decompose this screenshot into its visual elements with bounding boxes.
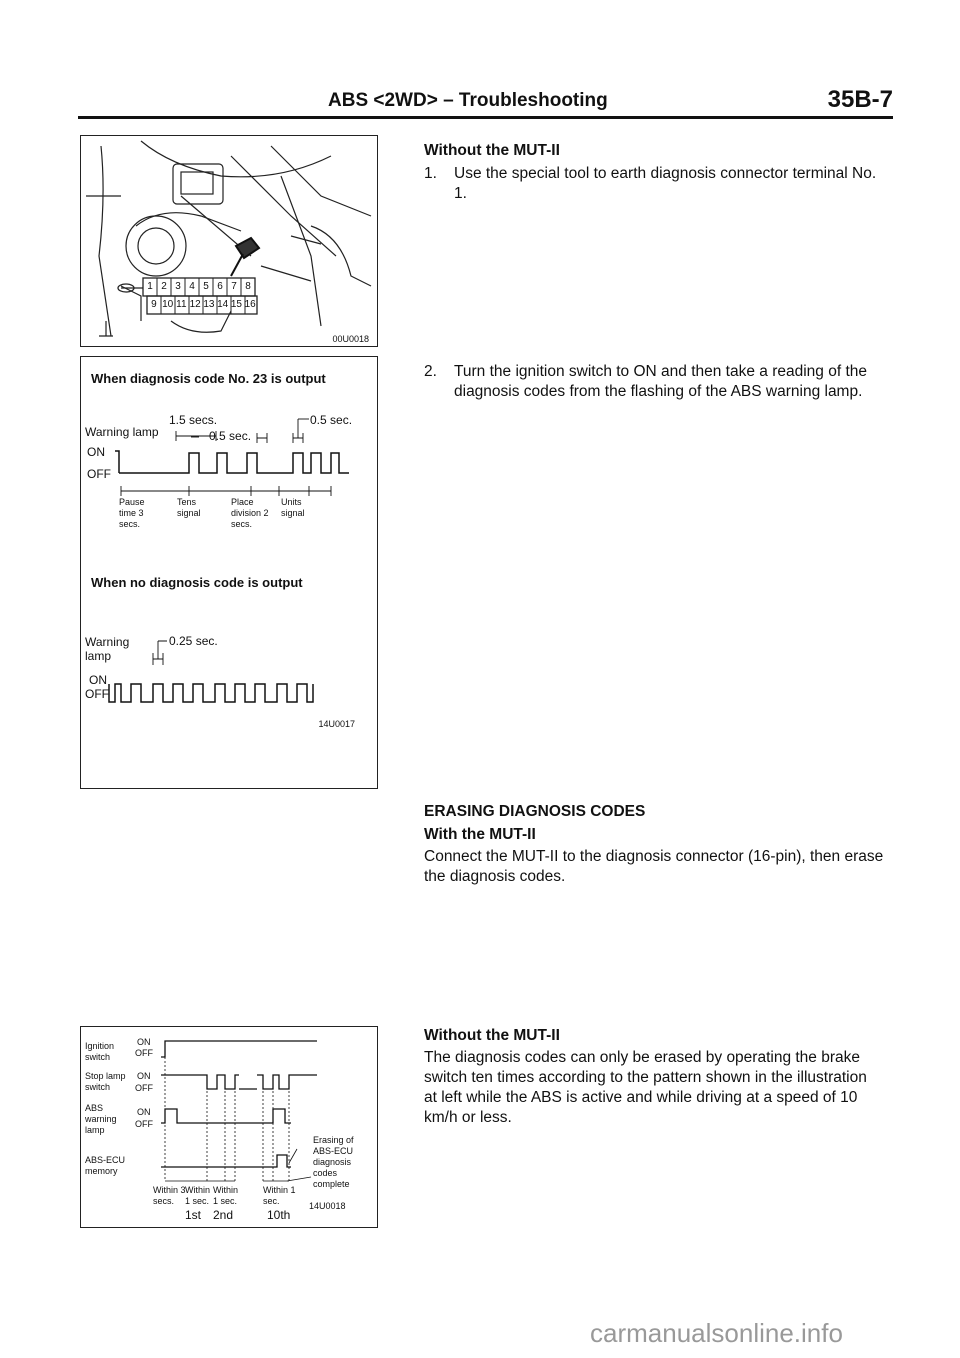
- label-stop-lamp-switch: Stop lamp switch: [85, 1071, 126, 1092]
- label-within-1-sec-b: Within 1 sec.: [213, 1185, 239, 1206]
- label-1st: 1st: [185, 1208, 202, 1222]
- connector-pin: 7: [231, 281, 237, 292]
- label-on: ON: [87, 445, 105, 459]
- connector-pins-top: [143, 279, 255, 295]
- step-text: Use the special tool to earth diagnosis connector terminal No. 1.: [454, 165, 877, 202]
- connector-pin: 11: [176, 299, 187, 310]
- label-off-2: OFF: [85, 687, 109, 701]
- connector-pin: 16: [244, 299, 256, 310]
- label-warning: Warning: [85, 635, 130, 649]
- connector-pin: 13: [203, 299, 215, 310]
- connector-pin: 3: [175, 281, 181, 292]
- section-erasing: [424, 803, 884, 887]
- section-without-mut-2: [424, 1027, 884, 1128]
- label-lamp: lamp: [85, 649, 112, 663]
- label-off-abs: OFF: [135, 1119, 153, 1129]
- label-1-5-secs: 1.5 secs.: [169, 413, 218, 427]
- label-2nd: 2nd: [213, 1208, 234, 1222]
- label-pause: Pause time 3 secs.: [119, 497, 145, 529]
- label-within-1-sec-c: Within 1 sec.: [263, 1185, 296, 1206]
- label-0-5-sec-mid: 0.5 sec.: [209, 429, 252, 443]
- label-off-ign: OFF: [135, 1048, 153, 1058]
- dashboard-illustration: [81, 136, 377, 346]
- connector-pin: 2: [161, 281, 167, 292]
- section-heading: Without the MUT-II: [424, 1027, 560, 1044]
- section-text: Connect the MUT-II to the diagnosis connector (16-pin), then erase the diagnosis codes.: [424, 848, 884, 885]
- erase-pattern-figure: [80, 1026, 378, 1228]
- section-heading: Without the MUT-II: [424, 142, 560, 159]
- watermark: carmanualsonline.info: [590, 1318, 843, 1348]
- connector-pin: 15: [230, 299, 242, 310]
- header-title: ABS <2WD> – Troubleshooting: [328, 90, 608, 111]
- figure-code: 00U0018: [332, 334, 369, 344]
- label-abs-warning-lamp: ABS warning lamp: [85, 1103, 117, 1135]
- section-subheading: With the MUT-II: [424, 826, 536, 843]
- step-text: Turn the ignition switch to ON and then take a reading of the diagnosis codes from the flashing of the ABS warning lamp.: [454, 363, 868, 400]
- label-ignition-switch: Ignition switch: [85, 1041, 115, 1062]
- label-warning-lamp: Warning lamp: [85, 425, 159, 439]
- figure-code: 14U0017: [318, 719, 355, 729]
- figure-heading-code23: When diagnosis code No. 23 is output: [91, 371, 326, 386]
- label-on-ign: ON: [137, 1037, 151, 1047]
- page-header: [78, 82, 893, 119]
- step-number: 2.: [424, 363, 437, 380]
- label-on-abs: ON: [137, 1107, 151, 1117]
- figure-code: 14U0018: [309, 1201, 346, 1211]
- label-on-2: ON: [89, 673, 107, 687]
- label-within-1-sec-a: Within 1 sec.: [185, 1185, 211, 1206]
- label-on-stop: ON: [137, 1071, 151, 1081]
- connector-pin: 6: [217, 281, 223, 292]
- label-within-3-secs: Within 3 secs.: [153, 1185, 186, 1206]
- section-without-mut-1: [424, 142, 884, 204]
- label-place: Place division 2 secs.: [231, 497, 269, 529]
- connector-pin: 14: [217, 299, 229, 310]
- section-step-2: [424, 362, 884, 402]
- section-text: The diagnosis codes can only be erased by operating the brake switch ten times according to the pattern shown in the illustration at left while the ABS is active and while driving at a speed of 10 km/h or less.: [424, 1049, 867, 1126]
- flash-pattern-figure: [80, 356, 378, 789]
- step-1: [424, 164, 884, 204]
- connector-pin: 1: [147, 281, 153, 292]
- step-number: 1.: [424, 165, 437, 182]
- connector-figure: [80, 135, 378, 347]
- connector-pin: 9: [151, 299, 157, 310]
- label-off-stop: OFF: [135, 1083, 153, 1093]
- section-heading: ERASING DIAGNOSIS CODES: [424, 803, 646, 820]
- label-off: OFF: [87, 467, 111, 481]
- label-10th: 10th: [267, 1208, 291, 1222]
- label-0-25-sec: 0.25 sec.: [169, 634, 218, 648]
- connector-pins-bottom: [147, 297, 257, 313]
- page-number: 35B-7: [827, 86, 893, 113]
- step-2: [424, 362, 884, 402]
- label-tens: Tens signal: [177, 497, 201, 518]
- connector-pin: 10: [162, 299, 174, 310]
- label-erasing-complete: Erasing of ABS-ECU diagnosis codes complete: [313, 1135, 354, 1189]
- connector-pin: 4: [189, 281, 195, 292]
- label-0-5-sec-right: 0.5 sec.: [310, 413, 353, 427]
- connector-pin: 12: [189, 299, 201, 310]
- connector-pin: 5: [203, 281, 209, 292]
- label-abs-ecu-memory: ABS-ECU memory: [85, 1155, 126, 1176]
- label-units: Units signal: [281, 497, 305, 518]
- connector-pin: 8: [245, 281, 251, 292]
- figure-heading-no-code: When no diagnosis code is output: [91, 575, 303, 590]
